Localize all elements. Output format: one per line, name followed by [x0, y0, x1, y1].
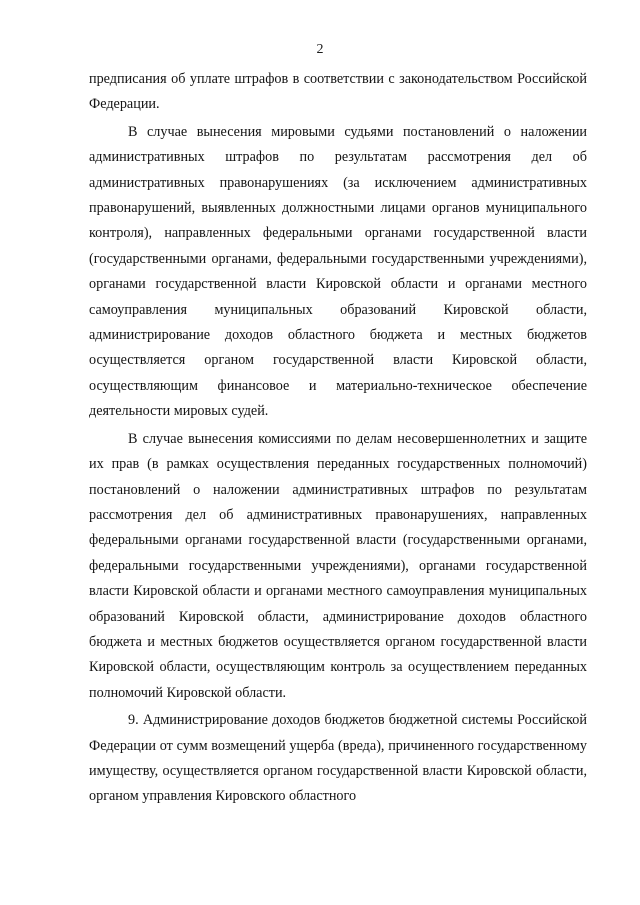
document-body — [89, 67, 587, 810]
paragraph-magistrates-fines: В случае вынесения мировыми судьями постановлений о наложении административных штрафов по результатам рассмотрения дел об административных правонарушениях (за исключением административных правонарушений, выявленных должностными лицами органов муниципального контроля), направленных федеральными органами государственной власти (государственными органами, федеральными государственными учреждениями), органами государственной власти Кировской области и органами местного самоуправления муниципальных образований Кировской области, администрирование доходов областного бюджета и местных бюджетов осуществляется органом государственной власти Кировской области, осуществляющим финансовое и материально-техническое обеспечение деятельности мировых судей. — [89, 123, 587, 420]
paragraph-continuation: предписания об уплате штрафов в соответствии с законодательством Российской Федерации. — [89, 71, 587, 113]
paragraph-juvenile-commission-fines: В случае вынесения комиссиями по делам несовершеннолетних и защите их прав (в рамках осуществления переданных государственных полномочий) постановлений о наложении административных штрафов по результатам рассмотрения дел об административных правонарушениях, направленных федеральными органами государственной власти (государственными органами, федеральными государственными учреждениями), органами государственной власти Кировской области и органами местного самоуправления муниципальных образований Кировской области, администрирование доходов областного бюджета и местных бюджетов осуществляется органом государственной власти Кировской области, осуществляющим контроль за осуществлением переданных полномочий Кировской области. — [89, 430, 587, 701]
page-number: 2 — [316, 42, 324, 57]
paragraph-item-9: 9. Администрирование доходов бюджетов бюджетной системы Российской Федерации от сумм возмещений ущерба (вреда), причиненного государственному имуществу, осуществляется органом государственной власти Кировской области, органом управления Кировского областного — [89, 712, 587, 805]
